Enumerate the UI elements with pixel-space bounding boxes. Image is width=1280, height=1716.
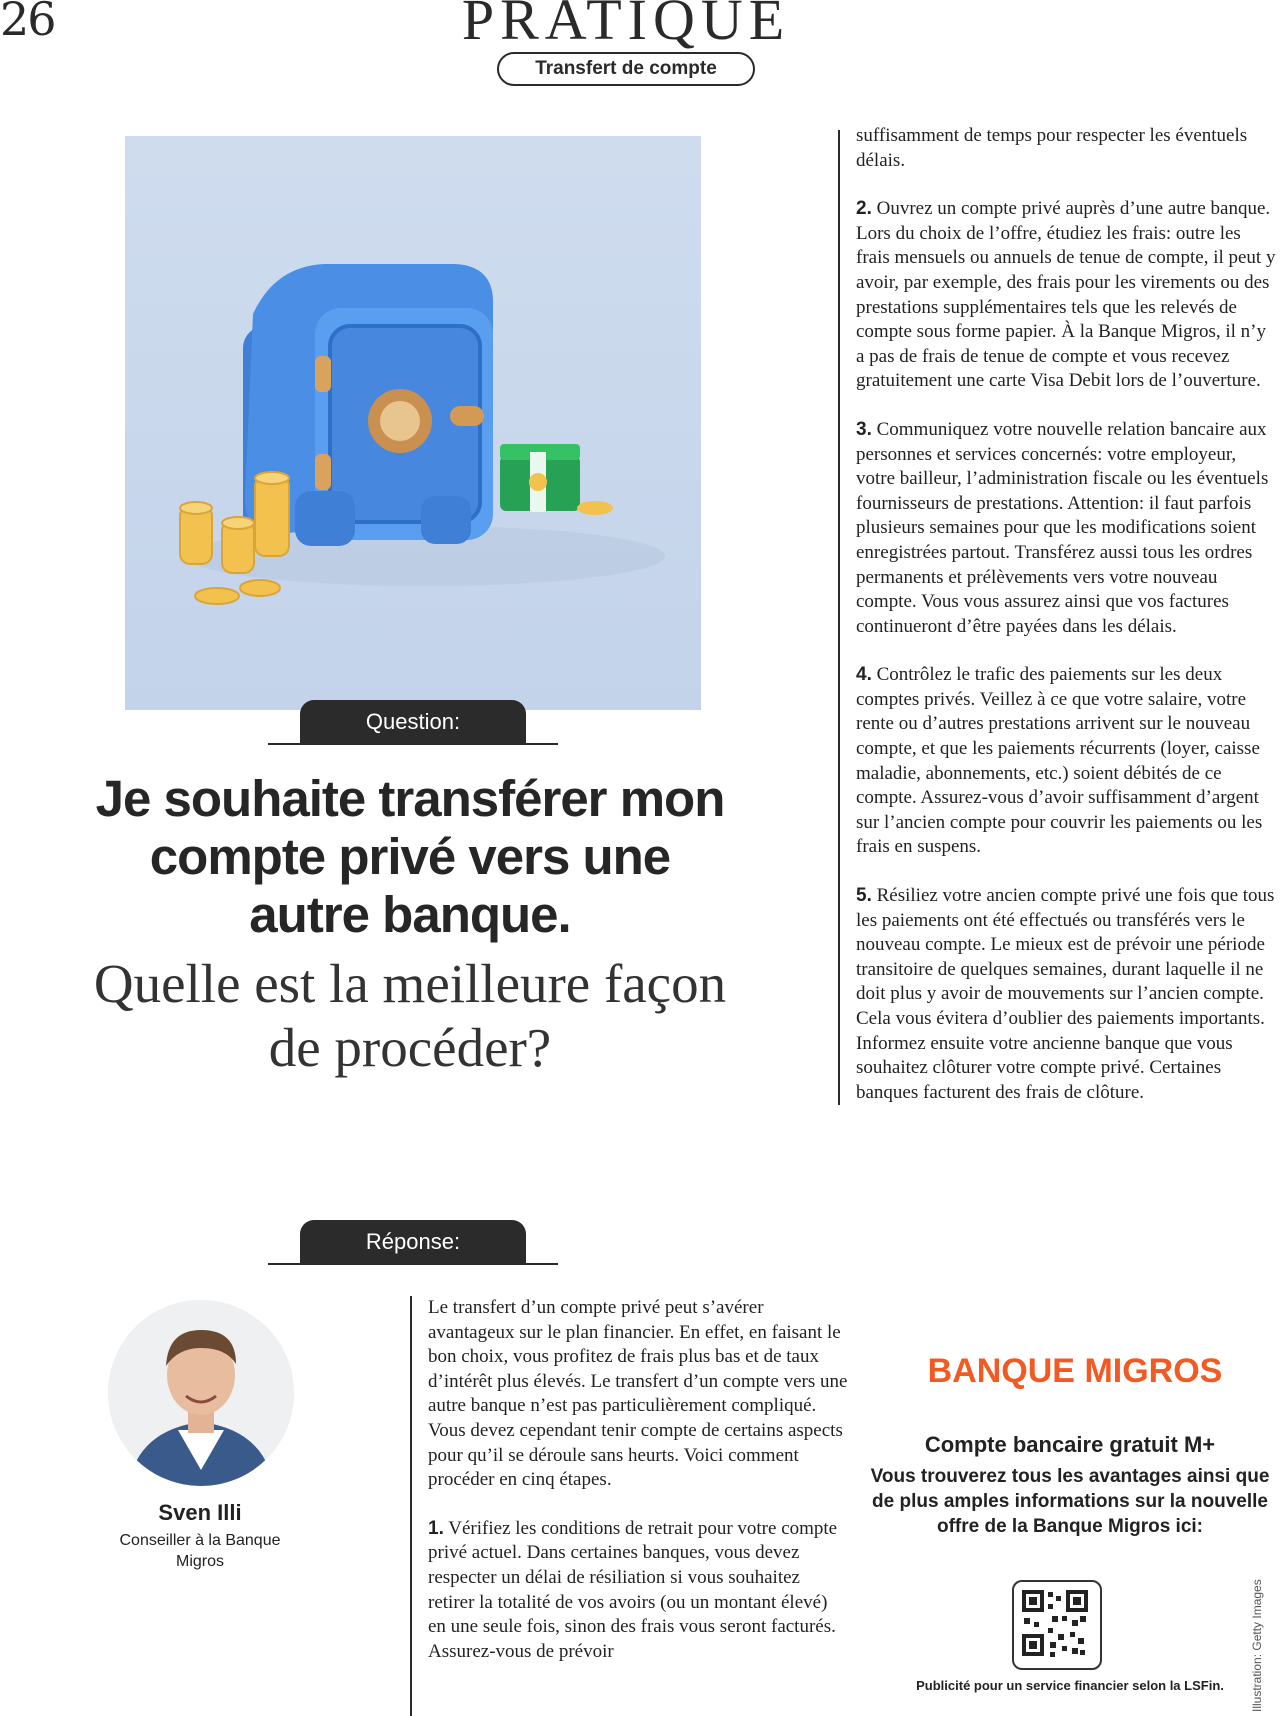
answer-column-1 [410,1296,850,1716]
step-5-number: 5. [856,885,872,907]
answer-column-2 [838,125,1276,1105]
step-1-number: 1. [428,1517,444,1539]
step-3-number: 3. [856,418,872,440]
step-4 [856,663,1276,860]
question-tab-rule [268,743,558,745]
qr-code[interactable] [1012,1580,1102,1670]
question-tab: Question: [300,700,526,744]
question-subheadline: Quelle est la meilleure façon de procéder? [93,953,727,1078]
step-2-text: Ouvrez un compte privé auprès d’une autre banque. Lors du choix de l’offre, étudiez les frais: outre les frais mensuels ou annuels de tenue de compte, il peut y avoir, par exemple, des frais pour les virements ou des prestations supplémentaires tels que les relevés de compte sous forme papier. À la Banque Migros, il n’y a pas de frais de tenue de compte et vous recevez gratuitement une carte Visa Debit lors de l’ouverture. [856,198,1276,392]
step-5-text: Résiliez votre ancien compte privé une fois que tous les paiements ont été effectués ou transférés vers le nouveau compte. Le mieux est de prévoir une période transitoire de quelques semaines, durant laquelle il ne doit plus y avoir de mouvements sur l’ancien compte. Cela vous évitera d’oublier des paiements importants. Informez ensuite votre ancienne banque que vous souhaitez clôturer votre compte privé. Certaines banques facturent des frais de clôture. [856,885,1275,1103]
qr-code-icon [1014,1582,1096,1664]
ad-text: Vous trouverez tous les avantages ainsi que de plus amples informations sur la nouvelle offre de la Banque Migros ici: [870,1466,1270,1537]
author-role: Conseiller à la Banque Migros [119,1532,281,1570]
step-1-continued: suffisamment de temps pour respecter les éventuels délais. [856,125,1248,171]
step-5 [856,884,1276,1105]
section-subtitle-pill: Transfert de compte [497,52,755,86]
step-3 [856,418,1276,639]
author-name: Sven Illi [158,1500,242,1525]
step-2-number: 2. [856,198,872,220]
step-4-number: 4. [856,664,872,686]
step-1-text: Vérifiez les conditions de retrait pour votre compte privé actuel. Dans certaines banques, vous devez respecter un délai de résiliation si vous souhaitez retirer la totalité de vos avoirs (ou un montant élevé) en une seule fois, sinon des frais vous seront facturés. Assurez-vous de prévoir [428,1517,838,1662]
brand-word-migros: MIGROS [1084,1352,1223,1390]
ad-title: Compte bancaire gratuit M+ [924,1432,1216,1457]
question-headline: Je souhaite transférer mon compte privé vers une autre banque. [95,770,725,943]
image-credit: Illustration: Getty Images [1250,1579,1264,1712]
safe-icon [125,136,701,710]
step-4-text: Contrôlez le trafic des paiements sur les deux comptes privés. Veillez à ce que votre salaire, votre rente ou d’autres prestations arrivent sur le nouveau compte, et que les paiements récurrents (loyer, caisse maladie, abonnements, etc.) soient débités de ce compte. Assurez-vous d’avoir suffisamment d’argent sur l’ancien compte pour couvrir les paiements ou les frais en suspens. [856,664,1263,858]
answer-intro: Le transfert d’un compte privé peut s’avérer avantageux sur le plan financier. En effet, en faisant le bon choix, vous profitez de frais plus bas et de taux d’intérêt plus élevés. Le transfert d’un compte vers une autre banque n’est pas particulièrement compliqué. Vous devez cependant tenir compte de certains aspects pour qu’il se déroule sans heurts. Voici comment procéder en cinq étapes. [428,1297,848,1491]
answer-tab-rule [268,1263,558,1265]
step-1 [428,1517,850,1665]
brand-word-banque: BANQUE [927,1352,1085,1390]
section-title: PRATIQUE [461,0,791,52]
answer-tab: Réponse: [300,1220,526,1264]
step-2 [856,197,1276,394]
author-avatar [108,1300,294,1486]
banque-migros-logo [880,1352,1270,1391]
step-3-text: Communiquez votre nouvelle relation bancaire aux personnes et services concernés: votre employeur, votre bailleur, l’administration fiscale ou les éventuels fournisseurs de prestations. Attention: il faut parfois plusieurs semaines pour que les modifications soient enregistrées partout. Transférez aussi tous les ordres permanents et prélèvements vers votre nouveau compte. Vous vous assurez ainsi que vos factures continueront d’être payées dans les délais. [856,418,1269,637]
ad-disclaimer: Publicité pour un service financier selon la LSFin. [916,1678,1224,1693]
safe-illustration [125,136,701,710]
person-photo-icon [108,1300,294,1486]
page-number: 26 [0,0,55,46]
